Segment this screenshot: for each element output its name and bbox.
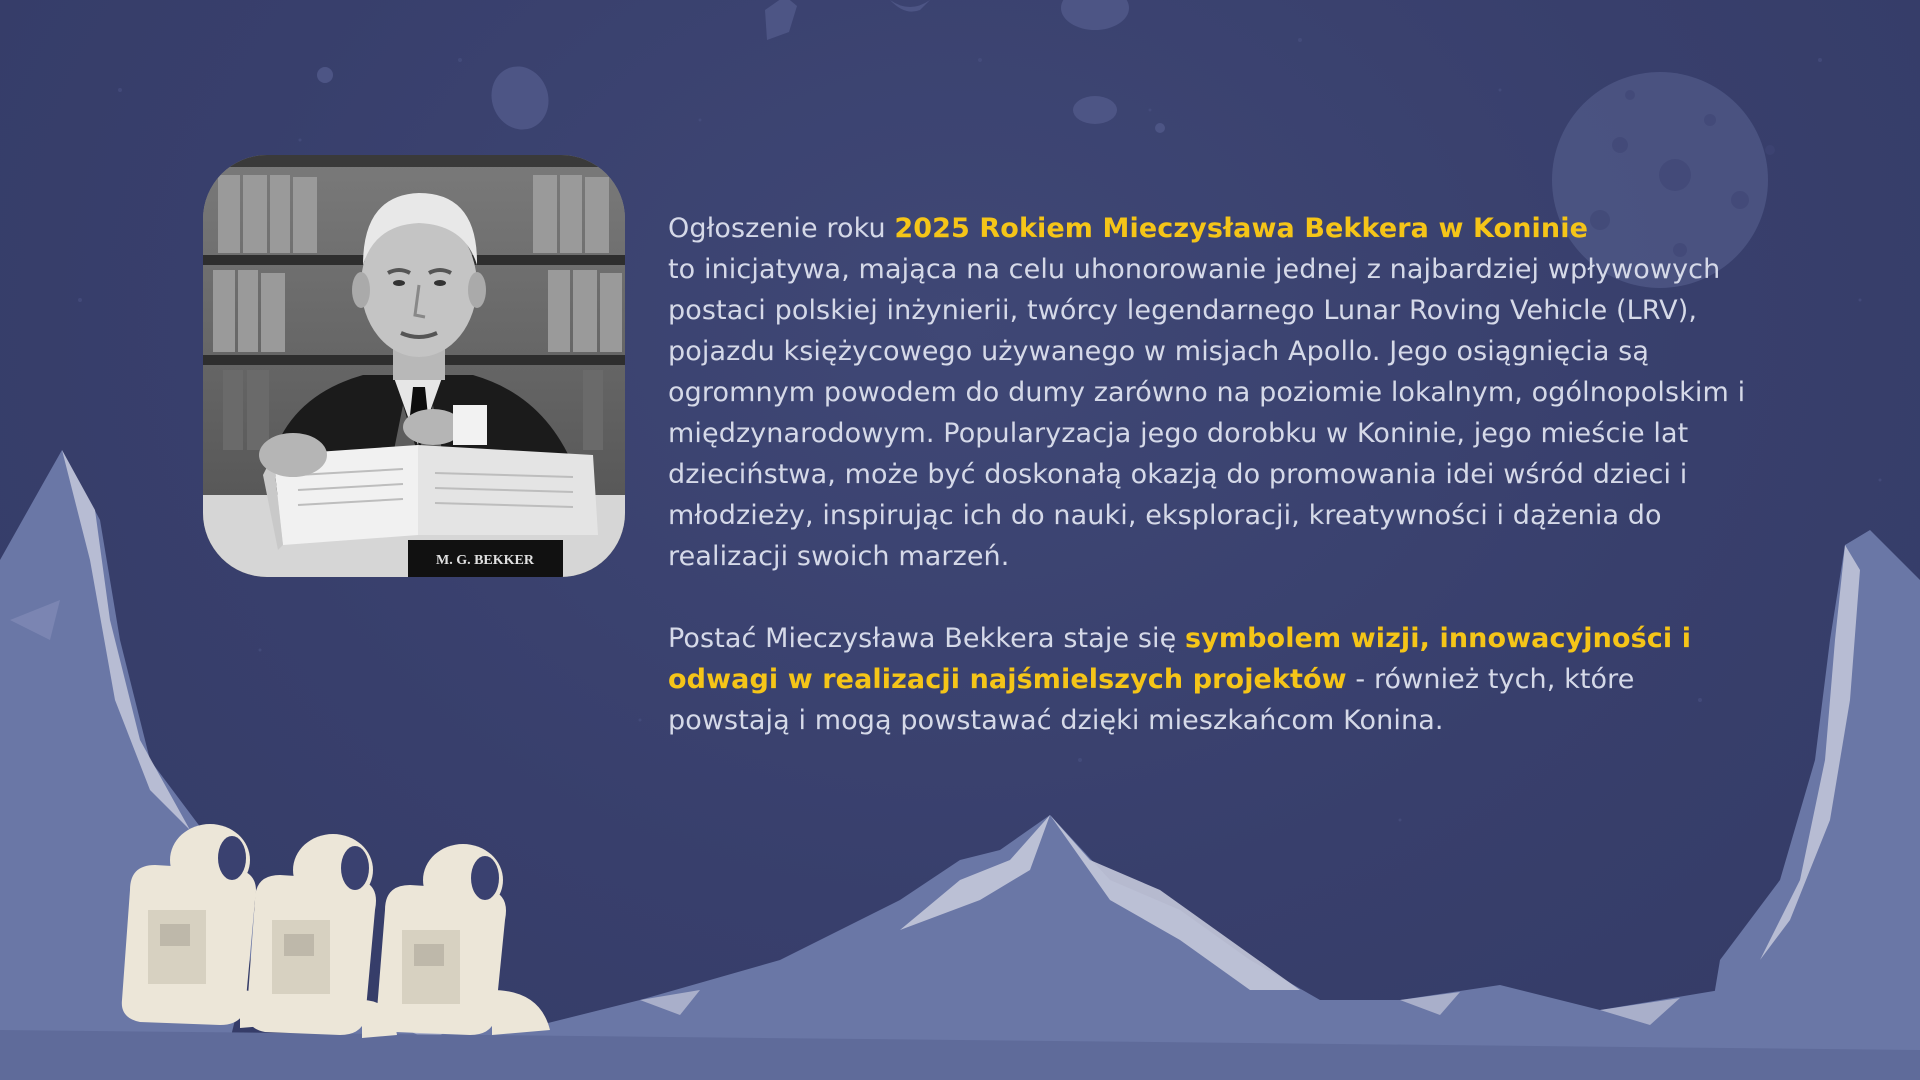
paragraph2-intro: Postać Mieczysława Bekkera staje się <box>668 623 1186 654</box>
paragraph1-highlight: 2025 Rokiem Mieczysława Bekkera w Koninie <box>894 213 1588 244</box>
paragraph2-highlight: symbolem wizji, innowacyjności i odwagi w realizacji najśmielszych projektów <box>668 623 1692 695</box>
astronaut-group <box>122 824 550 1038</box>
paragraph1-intro: Ogłoszenie roku <box>668 213 895 244</box>
astronaut-2 <box>247 834 397 1038</box>
paragraph-symbol <box>668 618 1758 741</box>
left-hand <box>259 433 327 477</box>
portrait-illustration <box>203 155 625 577</box>
nameplate <box>408 540 563 577</box>
paragraph2-body: - również tych, które powstają i mogą powstawać dzięki mieszkańcom Konina. <box>668 664 1635 736</box>
astronaut-3 <box>377 844 550 1035</box>
cuff <box>453 405 487 445</box>
nameplate-text: M. G. BEKKER <box>435 553 535 568</box>
asteroids <box>317 0 1165 138</box>
portrait-photo <box>203 155 625 577</box>
paragraph1-body: to inicjatywa, mająca na celu uhonorowanie jednej z najbardziej wpływowych postaci polskiej inżynierii, twórcy legendarnego Lunar Roving Vehicle (LRV), pojazdu księżycowego używanego w misjach Apollo. Jego osiągnięcia są ogromnym powodem do dumy zarówno na poziomie lokalnym, ogólnopolskim i międzynarodowym. Popularyzacja jego dorobku w Koninie, jego mieście lat dzieciństwa, może być doskonałą okazją do promowania idei wśród dzieci i młodzieży, inspirując ich do nauki, eksploracji, kreatywności i dążenia do realizacji swoich marzeń. <box>668 254 1746 572</box>
content-text <box>668 208 1758 741</box>
paragraph-intro <box>668 208 1758 577</box>
